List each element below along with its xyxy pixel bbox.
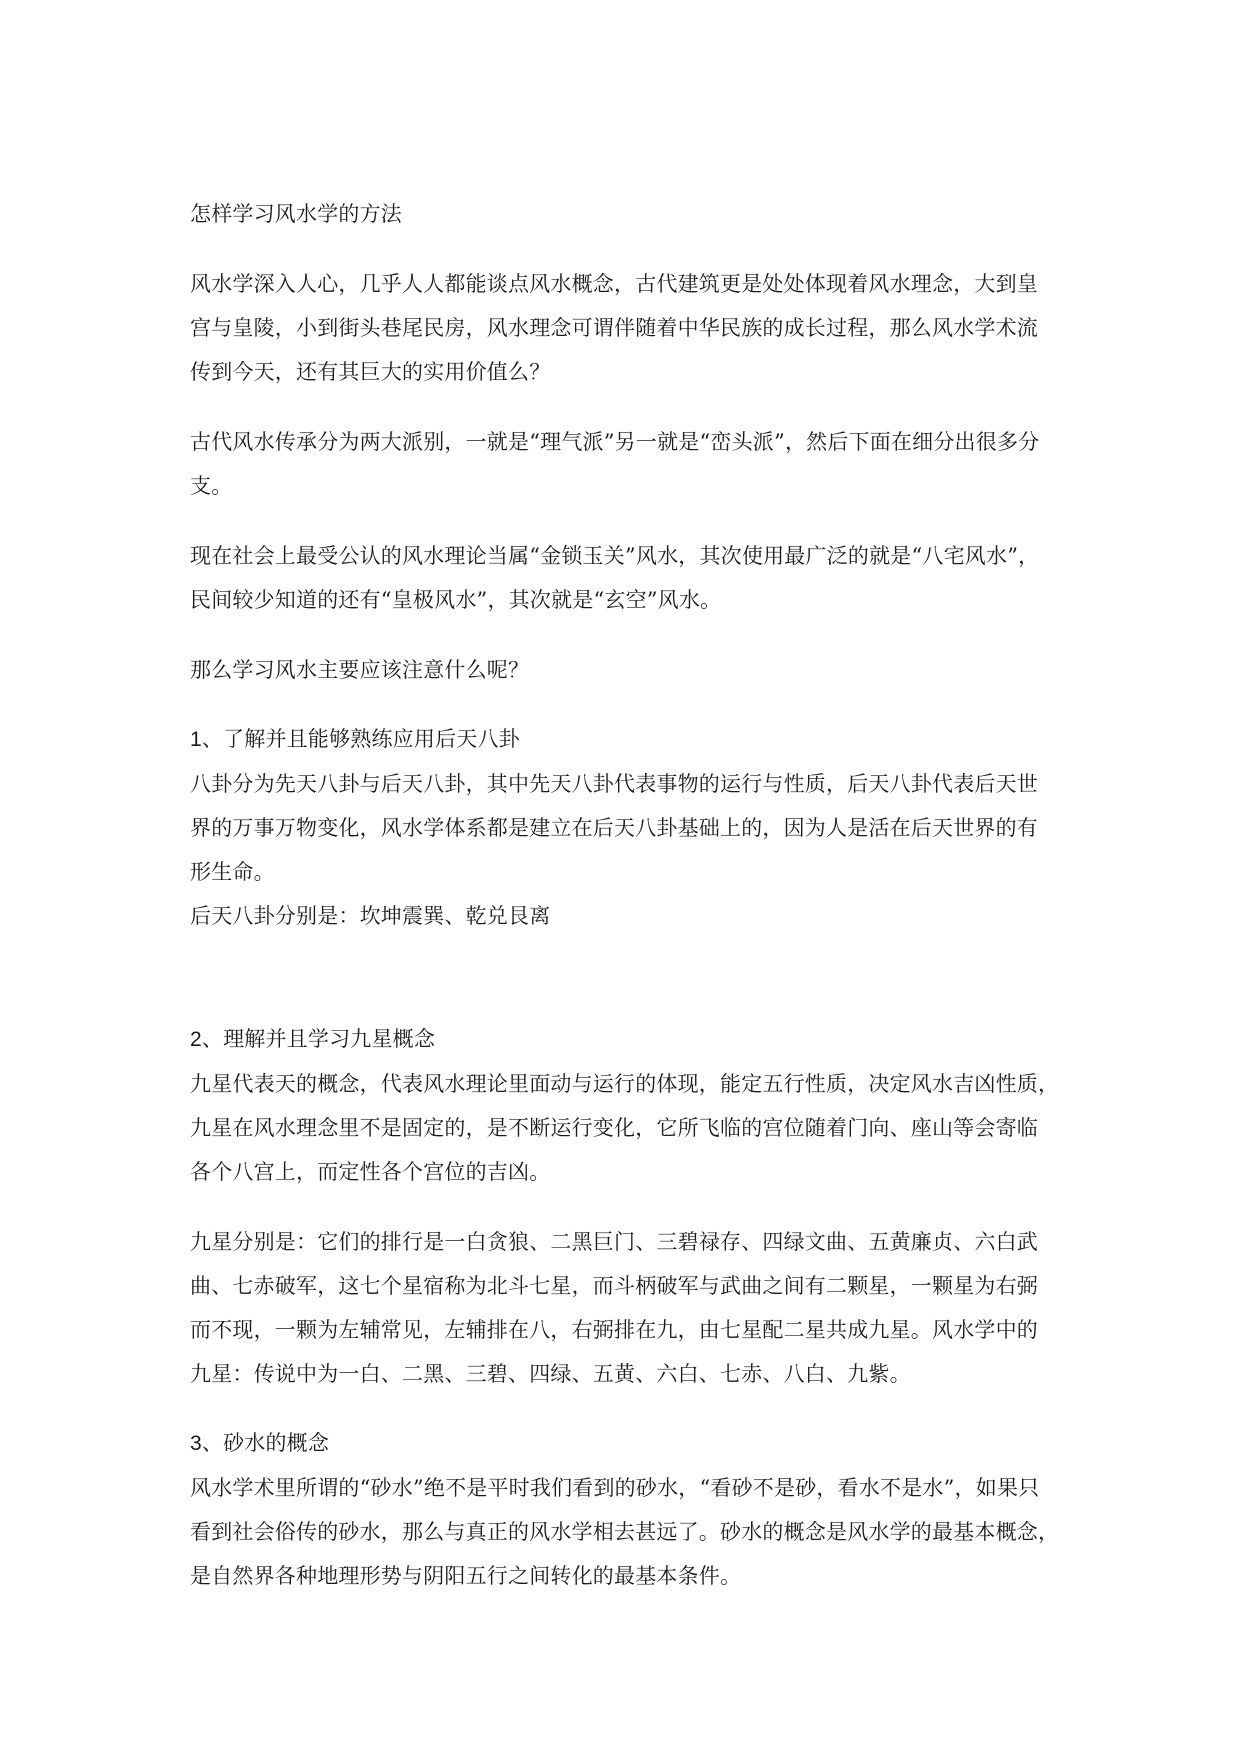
section-2-heading: 2、理解并且学习九星概念 [190, 1028, 436, 1051]
paragraph-line: 九星代表天的概念，代表风水理论里面动与运行的体现，能定五行性质，决定风水吉凶性质， [190, 1072, 1060, 1096]
paragraph-line: 看到社会俗传的砂水，那么与真正的风水学相去甚远了。砂水的概念是风水学的最基本概念， [190, 1520, 1060, 1544]
section-1-heading: 1、了解并且能够熟练应用后天八卦 [190, 728, 520, 751]
paragraph-line: 而不现，一颗为左辅常见，左辅排在八，右弼排在九，由七星配二星共成九星。风水学中的 [190, 1318, 1038, 1342]
paragraph-line: 形生命。 [190, 860, 275, 884]
paragraph-line: 现在社会上最受公认的风水理论当属“金锁玉关”风水，其次使用最广泛的就是“八宅风水”， [190, 544, 1040, 568]
paragraph-line: 各个八宫上，而定性各个宫位的吉凶。 [190, 1160, 551, 1184]
paragraph-line: 那么学习风水主要应该注意什么呢？ [190, 658, 530, 682]
recognized-paragraph [190, 534, 1060, 622]
nine-stars-paragraph [190, 1220, 1060, 1396]
paragraph-line: 民间较少知道的还有“皇极风水”，其次就是“玄空”风水。 [190, 588, 722, 612]
paragraph-line: 九星：传说中为一白、二黑、三碧、四绿、五黄、六白、七赤、八白、九紫。 [190, 1362, 911, 1386]
paragraph-line: 曲、七赤破军，这七个星宿称为北斗七星，而斗柄破军与武曲之间有二颗星，一颗星为右弼 [190, 1274, 1038, 1298]
paragraph-line: 风水学术里所谓的“砂水”绝不是平时我们看到的砂水，“看砂不是砂，看水不是水”，如果只 [190, 1476, 1040, 1500]
section-3 [190, 1422, 1060, 1598]
paragraph-line: 是自然界各种地理形势与阴阳五行之间转化的最基本条件。 [190, 1564, 742, 1588]
document-page [190, 192, 1060, 1598]
paragraph-line: 风水学深入人心，几乎人人都能谈点风水概念，古代建筑更是处处体现着风水理念，大到皇 [190, 272, 1038, 296]
paragraph-line: 八卦分为先天八卦与后天八卦，其中先天八卦代表事物的运行与性质，后天八卦代表后天世 [190, 772, 1038, 796]
question-paragraph [190, 648, 1060, 692]
blank-spacer [190, 938, 1060, 1018]
document-title: 怎样学习风水学的方法 [190, 202, 402, 226]
section-1 [190, 718, 1060, 938]
paragraph-line: 界的万事万物变化，风水学体系都是建立在后天八卦基础上的，因为人是活在后天世界的有 [190, 816, 1038, 840]
paragraph-line: 古代风水传承分为两大派别，一就是“理气派”另一就是“峦头派”，然后下面在细分出很多分 [190, 430, 1040, 454]
schools-paragraph [190, 420, 1060, 508]
paragraph-line: 九星在风水理念里不是固定的，是不断运行变化，它所飞临的宫位随着门向、座山等会寄临 [190, 1116, 1038, 1140]
paragraph-line: 传到今天，还有其巨大的实用价值么？ [190, 360, 551, 384]
paragraph-line: 支。 [190, 474, 233, 498]
section-2 [190, 1018, 1060, 1194]
section-3-heading: 3、砂水的概念 [190, 1432, 330, 1455]
paragraph-line: 后天八卦分别是：坎坤震巽、乾兑艮离 [190, 904, 551, 928]
paragraph-line: 宫与皇陵，小到街头巷尾民房，风水理念可谓伴随着中华民族的成长过程，那么风水学术流 [190, 316, 1038, 340]
paragraph-line: 九星分别是：它们的排行是一白贪狼、二黑巨门、三碧禄存、四绿文曲、五黄廉贞、六白武 [190, 1230, 1038, 1254]
intro-paragraph [190, 262, 1060, 394]
